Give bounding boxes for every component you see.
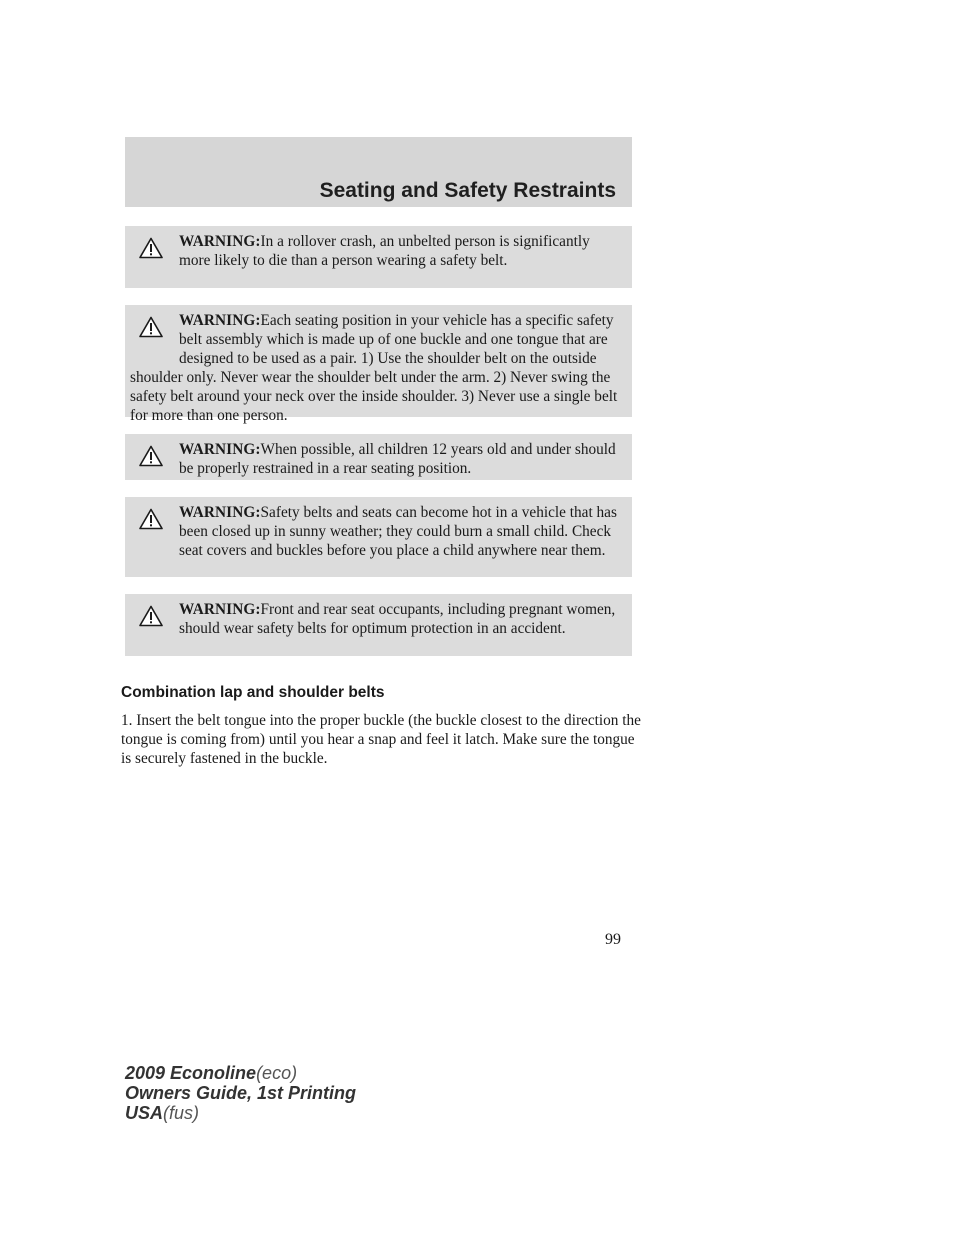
warning-text: When possible, all children 12 years old and under should be properly restrained in a rear seating position. xyxy=(179,441,616,477)
warning-text: Safety belts and seats can become hot in a vehicle that has been closed up in sunny weather; they could burn a small child. Check seat covers and buckles before you place a child anywhere near them. xyxy=(179,504,617,559)
footer-market-code: (fus) xyxy=(163,1103,200,1123)
body-paragraph: 1. Insert the belt tongue into the proper buckle (the buckle closest to the direction the tongue is coming from) until you hear a snap and feel it latch. Make sure the tongue is securely fastened in the buckle. xyxy=(121,712,641,767)
warning-triangle-icon xyxy=(139,237,179,273)
warning-label: WARNING: xyxy=(179,441,261,458)
footer xyxy=(125,1063,356,1123)
footer-line-1 xyxy=(125,1063,356,1083)
warning-text: Each seating position in your vehicle has a specific safety belt assembly which is made up of one buckle and one tongue that are designed to be used as a pair. 1) Use the shoulder belt on the outside shoulder only. Never wear the shoulder belt under the arm. 2) Never swing the safety belt around your neck over the inside shoulder. 3) Never use a single belt for more than one person. xyxy=(130,312,618,424)
warning-label: WARNING: xyxy=(179,601,261,618)
warning-box-4 xyxy=(125,497,632,577)
footer-market: USA xyxy=(125,1103,164,1123)
footer-line-2: Owners Guide, 1st Printing xyxy=(125,1083,357,1103)
warning-triangle-icon xyxy=(139,445,179,481)
warning-box-2 xyxy=(125,305,632,424)
section-heading: Combination lap and shoulder belts xyxy=(121,684,385,701)
section-header xyxy=(125,137,632,207)
warning-triangle-icon xyxy=(139,316,179,352)
warning-box-1 xyxy=(125,226,632,288)
warning-box-5 xyxy=(125,594,632,656)
warning-triangle-icon xyxy=(139,508,179,544)
warning-label: WARNING: xyxy=(179,504,261,521)
page-title: Seating and Safety Restraints xyxy=(319,179,616,202)
warning-box-3 xyxy=(125,434,632,480)
warning-text: In a rollover crash, an unbelted person is significantly more likely to die than a person wearing a safety belt. xyxy=(179,233,590,269)
warning-label: WARNING: xyxy=(179,312,261,329)
footer-model: 2009 Econoline xyxy=(125,1063,257,1083)
warning-text: Front and rear seat occupants, including pregnant women, should wear safety belts for optimum protection in an accident. xyxy=(179,601,616,637)
page-number: 99 xyxy=(605,931,621,948)
warning-triangle-icon xyxy=(139,605,179,641)
warning-label: WARNING: xyxy=(179,233,261,250)
footer-model-code: (eco) xyxy=(256,1063,298,1083)
footer-line-3 xyxy=(125,1103,356,1123)
